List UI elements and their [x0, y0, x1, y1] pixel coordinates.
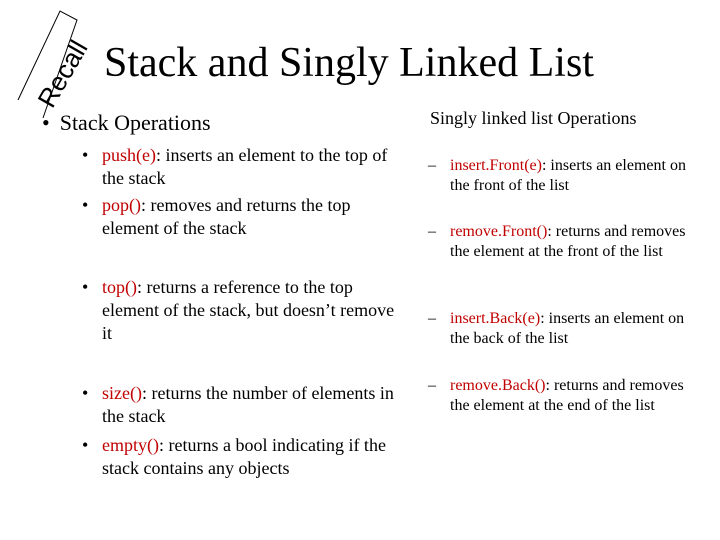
list-op-remove-front [428, 222, 698, 262]
op-name: insert.Back(e) [450, 310, 541, 327]
bullet: • [82, 383, 89, 403]
dash: – [428, 310, 436, 327]
op-name: size() [102, 383, 142, 403]
op-name: insert.Front(e) [450, 157, 542, 174]
op-description: : returns a reference to the top element of the stack, but doesn’t remove it [102, 277, 395, 343]
stack-op-top [82, 276, 402, 345]
recall-badge [16, 10, 94, 120]
dash: – [428, 377, 436, 394]
stack-op-push [82, 144, 402, 190]
stack-op-size [82, 382, 402, 428]
op-name: pop() [102, 195, 141, 215]
op-description: : returns a bool indicating if the stack contains any objects [102, 435, 386, 478]
op-description: : returns the number of elements in the stack [102, 383, 394, 426]
list-op-insert-front [428, 156, 698, 196]
op-name: remove.Back() [450, 377, 546, 394]
op-description: : inserts an element on the back of the list [450, 310, 685, 347]
stack-operations-heading-text: Stack Operations [59, 110, 211, 135]
stack-op-empty [82, 434, 402, 480]
op-description: : returns and removes the element at the front of the list [450, 223, 686, 260]
op-name: remove.Front() [450, 223, 548, 240]
op-description: : returns and removes the element at the end of the list [450, 377, 684, 414]
bullet: • [82, 195, 89, 215]
op-name: top() [102, 277, 137, 297]
slide-title: Stack and Singly Linked List [104, 40, 594, 86]
linked-list-operations-heading: Singly linked list Operations [430, 108, 637, 128]
bullet: • [82, 277, 89, 297]
bullet: • [82, 145, 89, 165]
op-name: push(e) [102, 145, 156, 165]
op-description: : inserts an element to the top of the stack [102, 145, 388, 188]
recall-label: Recall [31, 34, 94, 113]
dash: – [428, 223, 436, 240]
op-description: : inserts an element on the front of the list [450, 157, 686, 194]
op-name: empty() [102, 435, 159, 455]
dash: – [428, 157, 436, 174]
op-description: : removes and returns the top element of the stack [102, 195, 351, 238]
stack-op-pop [82, 194, 402, 240]
bullet: • [82, 435, 89, 455]
list-op-remove-back [428, 376, 698, 416]
heading-bullet: • [42, 110, 50, 135]
list-op-insert-back [428, 309, 698, 349]
stack-operations-heading [42, 110, 211, 136]
